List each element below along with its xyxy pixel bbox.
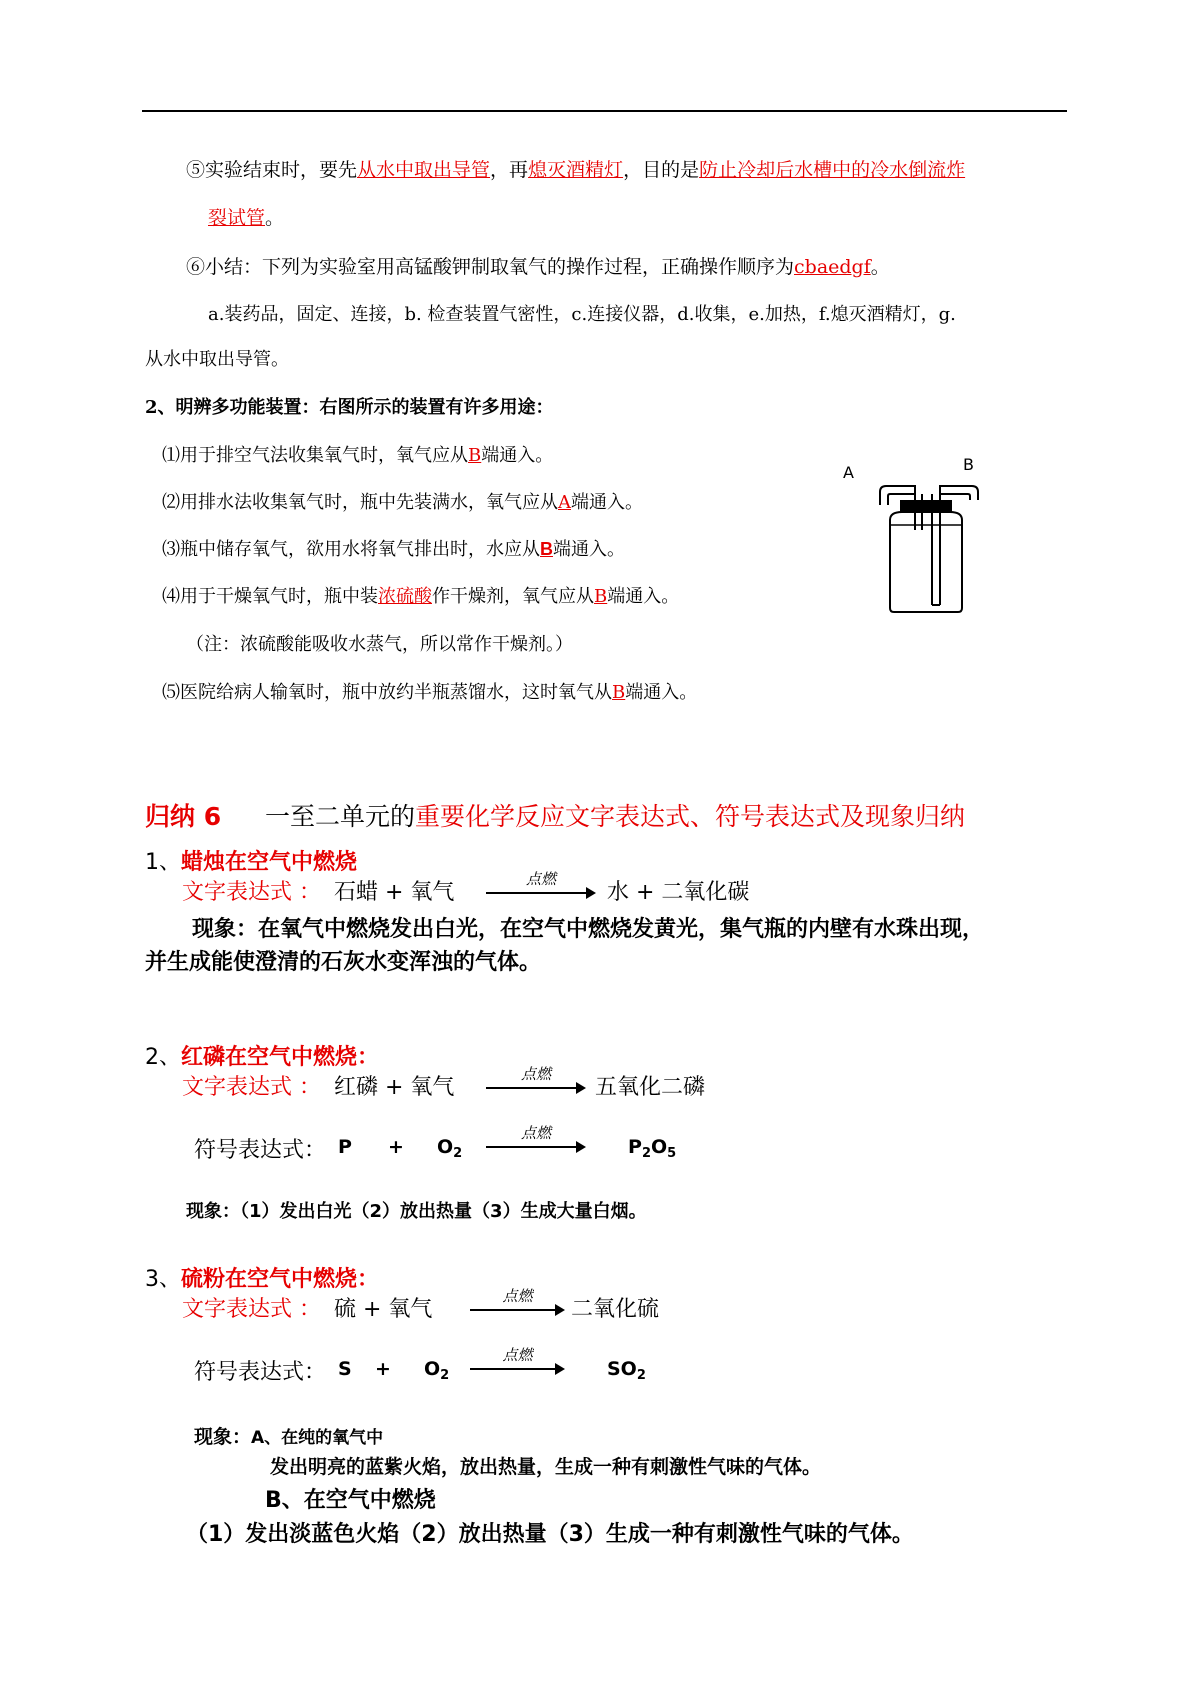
heading-title: 重要化学反应文字表达式、符号表达式及现象归纳 — [415, 802, 966, 831]
reaction1-phenomenon: 现象：在氧气中燃烧发出白光，在空气中燃烧发黄光，集气瓶的内壁有水珠出现， — [192, 917, 985, 942]
item-5 — [162, 678, 697, 704]
number: 2、 — [145, 1045, 181, 1070]
label: 文字表达式 ： — [182, 880, 321, 905]
answer: A — [558, 492, 571, 513]
title: 红磷在空气中燃烧： — [181, 1045, 380, 1070]
reaction3-word-eq — [182, 1292, 432, 1323]
reaction2-sym-r1: P — [338, 1136, 352, 1158]
reaction3-sym-r1: S — [338, 1358, 352, 1380]
reaction1-phenomenon-cont: 并生成能使澄清的石灰水变浑浊的气体。 — [145, 950, 542, 975]
reaction3-phenomenon-b-detail: （1）发出淡蓝色火焰（2）放出热量（3）生成一种有刺激性气味的气体。 — [186, 1522, 914, 1547]
reaction3-phenomenon-a-detail: 发出明亮的蓝紫火焰，放出热量，生成一种有刺激性气味的气体。 — [270, 1456, 822, 1478]
answer: B — [594, 586, 608, 607]
answer: 熄灭酒精灯 — [528, 159, 624, 181]
answer: B — [468, 445, 482, 466]
text: ⑴用于排空气法收集氧气时，氧气应从 — [162, 445, 468, 466]
label: 文字表达式 ： — [182, 1075, 321, 1100]
text: 一至二单元的 — [265, 802, 416, 831]
condition: 点燃 — [525, 870, 556, 888]
gas-bottle-diagram — [860, 480, 1010, 620]
text: ⑸医院给病人输氧时，瓶中放约半瓶蒸馏水，这时氧气从 — [162, 682, 612, 703]
reaction2-products: 五氧化二磷 — [595, 1075, 706, 1100]
subscript: 2 — [636, 1368, 646, 1383]
reaction1-products: 水 + 二氧化碳 — [607, 880, 750, 905]
header-rule — [142, 110, 1067, 112]
text: 。 — [265, 207, 285, 229]
reactants: 硫 + 氧气 — [334, 1297, 433, 1322]
title: 蜡烛在空气中燃烧 — [181, 850, 358, 875]
reaction2-arrow — [486, 1065, 586, 1093]
reaction2-sym-product — [628, 1136, 676, 1161]
text: 。 — [870, 256, 890, 278]
reaction3-arrow — [470, 1287, 565, 1315]
element: O — [437, 1136, 454, 1158]
label-b: B — [963, 455, 974, 474]
title: 硫粉在空气中燃烧： — [181, 1267, 380, 1292]
text: 端通入。 — [553, 539, 625, 560]
answer: 防止冷却后水槽中的冷水倒流炸 — [699, 159, 966, 181]
text: ，再 — [490, 159, 529, 181]
reaction3-products: 二氧化硫 — [571, 1297, 660, 1322]
section-heading — [265, 797, 965, 833]
subscript: 2 — [641, 1146, 651, 1161]
reaction3-sym-r2 — [424, 1358, 449, 1383]
text: 端通入。 — [481, 445, 554, 466]
label: 文字表达式 ： — [182, 1297, 321, 1322]
element: P — [628, 1136, 642, 1158]
text: ，目的是 — [623, 159, 700, 181]
reaction3-symbol-label: 符号表达式： — [194, 1360, 327, 1385]
text: A、在纯的氧气中 — [251, 1428, 384, 1448]
text: 端通入。 — [607, 586, 680, 607]
condition: 点燃 — [502, 1346, 533, 1364]
text: 端通入。 — [571, 492, 643, 513]
item-3 — [162, 535, 625, 561]
item-1 — [162, 441, 553, 467]
label: 现象： — [194, 1426, 252, 1448]
reaction1-arrow — [486, 870, 596, 898]
element: SO — [607, 1358, 637, 1380]
condition: 点燃 — [520, 1065, 551, 1083]
section2-title: 2、明辨多功能装置：右图所示的装置有许多用途： — [145, 397, 554, 418]
reaction2-sym-arrow — [486, 1124, 586, 1152]
steps-list: a.装药品，固定、连接，b. 检查装置气密性，c.连接仪器，d.收集，e.加热，f.熄灭酒精灯，g. — [208, 304, 956, 325]
item-2 — [162, 488, 643, 514]
number: 3、 — [145, 1267, 181, 1292]
text: 作干燥剂，氧气应从 — [432, 586, 594, 607]
subscript: 2 — [453, 1146, 463, 1161]
section-heading-number: 归纳 6 — [145, 802, 222, 831]
note: （注：浓硫酸能吸收水蒸气，所以常作干燥剂。） — [186, 634, 573, 655]
text: ⑶瓶中储存氧气，欲用水将氧气排出时，水应从 — [162, 539, 540, 560]
reaction3-sym-product — [607, 1358, 646, 1383]
reaction2-title — [145, 1040, 379, 1071]
reaction3-sym-plus: + — [375, 1358, 391, 1380]
text: ⑵用排水法收集氧气时，瓶中先装满水，氧气应从 — [162, 492, 558, 513]
reaction2-symbol-label: 符号表达式： — [194, 1138, 327, 1163]
text: 端通入。 — [625, 682, 698, 703]
subscript: 5 — [667, 1146, 677, 1161]
reaction3-title — [145, 1262, 379, 1293]
condition: 点燃 — [520, 1124, 551, 1142]
answer: 裂试管 — [208, 207, 266, 229]
reactants: 石蜡 + 氧气 — [334, 880, 455, 905]
answer: 从水中取出导管 — [357, 159, 491, 181]
reaction1-word-eq — [182, 875, 454, 906]
answer: B — [612, 682, 626, 703]
reaction2-sym-plus: + — [388, 1136, 404, 1158]
element: O — [650, 1136, 668, 1158]
paragraph-step5 — [186, 155, 965, 182]
element: O — [424, 1358, 441, 1380]
text: ⑤实验结束时，要先 — [186, 159, 358, 181]
text: ⑷用于干燥氧气时，瓶中装 — [162, 586, 378, 607]
text: ⑥小结：下列为实验室用高锰酸钾制取氧气的操作过程，正确操作顺序为 — [186, 256, 795, 278]
answer: B — [540, 539, 553, 559]
reactants: 红磷 + 氧气 — [334, 1075, 455, 1100]
reaction2-word-eq — [182, 1070, 454, 1101]
item-4 — [162, 582, 679, 608]
reaction2-sym-r2 — [437, 1136, 462, 1161]
steps-list-cont: 从水中取出导管。 — [145, 349, 289, 370]
number: 1、 — [145, 850, 181, 875]
reaction2-phenomenon: 现象：（1）发出白光（2）放出热量（3）生成大量白烟。 — [186, 1201, 647, 1222]
condition: 点燃 — [502, 1287, 533, 1305]
reaction3-sym-arrow — [470, 1346, 565, 1374]
label-a: A — [843, 463, 854, 482]
answer: 浓硫酸 — [378, 586, 432, 607]
subscript: 2 — [440, 1368, 450, 1383]
paragraph-step5-cont — [208, 203, 284, 230]
reaction3-phenomenon-a — [194, 1422, 383, 1449]
reaction3-phenomenon-b: B、在空气中燃烧 — [265, 1488, 436, 1513]
reaction1-title — [145, 845, 357, 876]
paragraph-step6 — [186, 252, 890, 279]
answer: cbaedgf — [794, 256, 871, 278]
